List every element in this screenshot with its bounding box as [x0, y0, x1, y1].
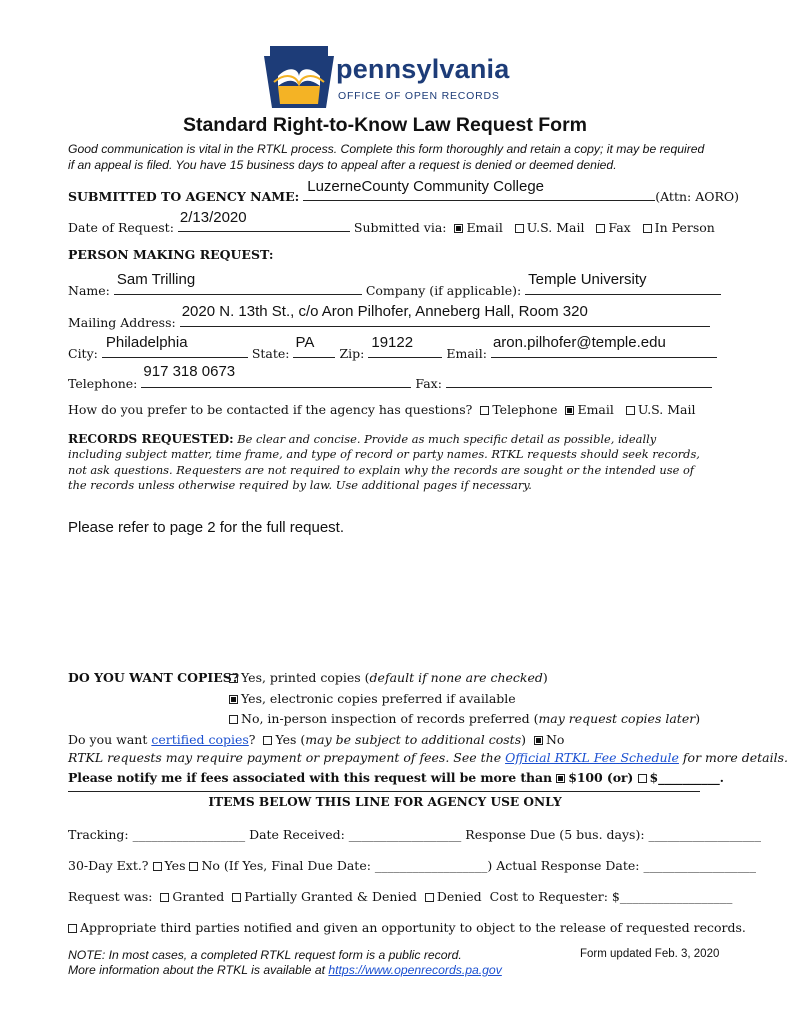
granted-label: Granted [172, 889, 225, 904]
agency-field[interactable] [303, 178, 655, 201]
copies-printed-label: Yes, printed copies ( [241, 670, 370, 685]
contact-telephone-label: Telephone [492, 402, 558, 417]
outcome-label: Request was: [68, 889, 153, 904]
contact-email-checkbox[interactable] [565, 406, 574, 415]
submitted-mail-label: U.S. Mail [526, 220, 585, 235]
logo [264, 46, 514, 110]
submitted-mail-checkbox[interactable] [515, 224, 524, 233]
submitted-person-label: In Person [654, 220, 715, 235]
city-label: City: [68, 346, 98, 361]
contact-telephone-checkbox[interactable] [480, 406, 489, 415]
records-section [68, 432, 708, 494]
submitted-fax-label: Fax [608, 220, 631, 235]
tracking-field[interactable]: Tracking: __________________ [68, 827, 246, 842]
fees-prefix: RTKL requests may require payment or prepayment of fees. See the [68, 750, 506, 765]
telephone-field[interactable] [141, 363, 411, 388]
notify-100-checkbox[interactable] [556, 774, 565, 783]
copies-inperson-note: may request copies later [538, 711, 696, 726]
certified-copies-link[interactable]: certified copies [151, 732, 249, 747]
city-field[interactable] [102, 334, 248, 358]
certified-suffix: ? [248, 732, 256, 747]
notify-amount: $100 (or) [568, 770, 634, 785]
copies-question: DO YOU WANT COPIES? [68, 670, 240, 685]
copies-printed-note: default if none are checked [369, 670, 543, 685]
partial-checkbox[interactable] [232, 893, 241, 902]
zip-label: Zip: [339, 346, 365, 361]
agency-label: SUBMITTED TO AGENCY NAME: [68, 189, 300, 204]
certified-yes-note: may be subject to additional costs [305, 732, 522, 747]
submitted-email-checkbox[interactable] [454, 224, 463, 233]
copies-printed-checkbox[interactable] [229, 674, 238, 683]
state-value: PA [295, 334, 315, 351]
intro-text: Good communication is vital in the RTKL process. Complete this form thoroughly and retain a copy; it may be required if an appeal is filed. You have 15 business days to appeal after a request is denied or deemed denied. [68, 142, 705, 172]
agency-value: LuzerneCounty Community College [307, 178, 545, 195]
zip-field[interactable] [368, 334, 442, 358]
granted-checkbox[interactable] [160, 893, 169, 902]
note-line1: NOTE: In most cases, a completed RTKL request form is a public record. [68, 948, 462, 962]
note-line2: More information about the RTKL is available at [68, 963, 329, 977]
submitted-email-label: Email [466, 220, 503, 235]
agency-divider [68, 791, 700, 792]
partial-label: Partially Granted & Denied [244, 889, 417, 904]
copies-electronic-label: Yes, electronic copies preferred if available [241, 691, 516, 706]
ext-label: 30-Day Ext.? [68, 858, 149, 873]
cost-field[interactable]: Cost to Requester: $__________________ [489, 889, 733, 904]
notify-other-checkbox[interactable] [638, 774, 647, 783]
address-value: 2020 N. 13th St., c/o Aron Pilhofer, Anneberg Hall, Room 320 [181, 303, 588, 320]
certified-no-label: No [545, 732, 565, 747]
submitted-label: Submitted via: [353, 220, 447, 235]
certified-no-checkbox[interactable] [534, 736, 543, 745]
contact-email-label: Email [577, 402, 614, 417]
notify-other-amount: $__________. [649, 770, 724, 785]
certified-yes-end: ) [521, 732, 526, 747]
address-label: Mailing Address: [68, 315, 176, 330]
date-value: 2/13/2020 [179, 209, 247, 226]
records-body: Please refer to page 2 for the full request. [68, 519, 344, 536]
company-field[interactable] [525, 271, 721, 295]
zip-value: 19122 [371, 334, 414, 351]
submitted-fax-checkbox[interactable] [596, 224, 605, 233]
denied-label: Denied [436, 889, 482, 904]
denied-checkbox[interactable] [425, 893, 434, 902]
contact-question: How do you prefer to be contacted if the agency has questions? [68, 402, 473, 417]
openrecords-link[interactable]: https://www.openrecords.pa.gov [328, 963, 502, 977]
copies-electronic-checkbox[interactable] [229, 695, 238, 704]
fax-field[interactable] [446, 371, 712, 388]
logo-name: pennsylvania [336, 54, 510, 84]
company-label: Company (if applicable): [365, 283, 522, 298]
email-field[interactable] [491, 334, 717, 358]
state-label: State: [251, 346, 290, 361]
company-value: Temple University [528, 271, 647, 288]
logo-subtitle: OFFICE OF OPEN RECORDS [338, 90, 500, 102]
date-received-field[interactable]: Date Received: __________________ [249, 827, 462, 842]
keystone-logo-icon [264, 46, 334, 108]
attn-label: (Attn: AORO) [655, 189, 740, 204]
copies-inperson-label: No, in-person inspection of records preferred ( [241, 711, 539, 726]
email-value: aron.pilhofer@temple.edu [492, 334, 666, 351]
contact-mail-checkbox[interactable] [626, 406, 635, 415]
submitted-person-checkbox[interactable] [643, 224, 652, 233]
copies-printed-end: ) [542, 670, 548, 685]
copies-inperson-checkbox[interactable] [229, 715, 238, 724]
agency-only-heading: ITEMS BELOW THIS LINE FOR AGENCY USE ONLY [208, 795, 562, 809]
contact-mail-label: U.S. Mail [637, 402, 696, 417]
telephone-value: 917 318 0673 [143, 363, 236, 380]
date-label: Date of Request: [68, 220, 174, 235]
third-party-checkbox[interactable] [68, 924, 77, 933]
name-label: Name: [68, 283, 110, 298]
email-label: Email: [446, 346, 487, 361]
fees-suffix: for more details. [678, 750, 788, 765]
name-value: Sam Trilling [116, 271, 196, 288]
ext-yes-label: Yes [164, 858, 186, 873]
telephone-label: Telephone: [68, 376, 138, 391]
name-field[interactable] [114, 271, 362, 295]
certified-yes-checkbox[interactable] [263, 736, 272, 745]
date-field[interactable] [178, 209, 350, 232]
address-field[interactable] [180, 303, 710, 327]
records-instructions: Be clear and concise. Provide as much specific detail as possible, ideally including subject matter, time frame, and type of record or party names. RTKL requests should seek records, not ask questions. Requesters are not required to explain why the records are sought or the intended use of the records unless otherwise required by law. Use additional pages if necessary. [68, 432, 700, 493]
ext-yes-checkbox[interactable] [153, 862, 162, 871]
fee-schedule-link[interactable]: Official RTKL Fee Schedule [505, 750, 679, 765]
response-due-field[interactable]: Response Due (5 bus. days): __________________ [465, 827, 762, 842]
third-party-label: Appropriate third parties notified and given an opportunity to object to the release of requested records. [80, 920, 746, 935]
notify-text: Please notify me if fees associated with this request will be more than [68, 770, 552, 785]
form-updated: Form updated Feb. 3, 2020 [580, 948, 720, 960]
person-heading: PERSON MAKING REQUEST: [68, 247, 274, 262]
fax-label: Fax: [415, 376, 442, 391]
certified-yes-label: Yes ( [275, 732, 306, 747]
records-heading: RECORDS REQUESTED: [68, 432, 234, 446]
state-field[interactable] [293, 334, 335, 358]
copies-inperson-end: ) [695, 711, 701, 726]
records-body-field[interactable] [68, 516, 704, 656]
actual-response-field[interactable]: Actual Response Date: __________________ [496, 858, 756, 873]
ext-no-label: No (If Yes, Final Due Date: __________________) [201, 858, 493, 873]
form-title: Standard Right-to-Know Law Request Form [182, 114, 588, 136]
city-value: Philadelphia [105, 334, 188, 351]
certified-prefix: Do you want [68, 732, 152, 747]
ext-no-checkbox[interactable] [189, 862, 198, 871]
